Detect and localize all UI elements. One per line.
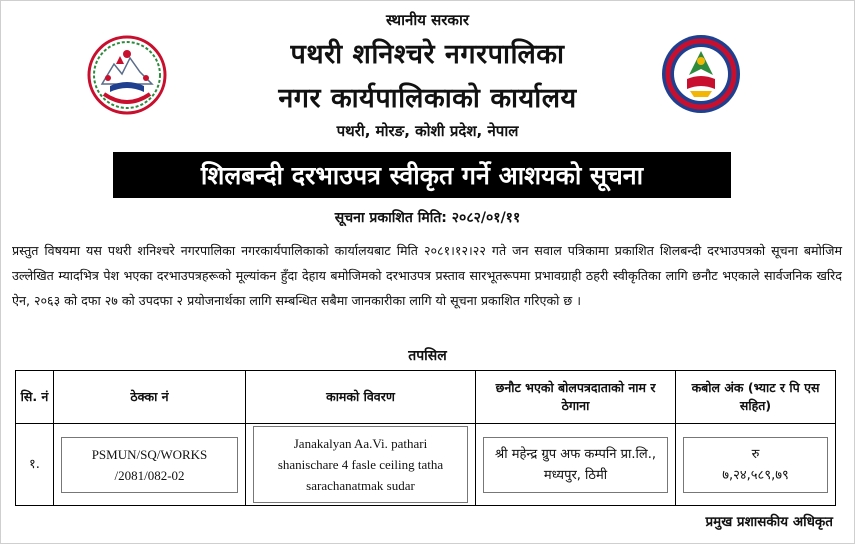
municipality-title: पथरी शनिश्चरे नगरपालिका [290,39,565,70]
work-box: Janakalyan Aa.Vi. pathari shanischare 4 fasle ceiling tatha sarachanatmak sudar [253,426,468,503]
header-work: कामको विवरण [246,371,476,424]
table-header-row [16,371,836,424]
office-title: नगर कार्यपालिकाको कार्यालय [278,83,577,114]
notice-title: शिलबन्दी दरभाउपत्र स्वीकृत गर्ने आशयको सूचना [200,161,644,190]
bidder-box: श्री महेन्द्र ग्रुप अफ कम्पनि प्रा.लि., मध्यपुर, ठिमी [483,437,668,493]
row-bidder [476,424,676,506]
header-amount: कबोल अंक (भ्याट र पि एस सहित) [676,371,836,424]
table-row [16,424,836,506]
row-contract-no [54,424,246,506]
amount-box [683,437,828,493]
details-subtitle: तपसिल [408,348,447,364]
row-sn: १. [16,424,54,506]
contract-no-box: PSMUN/SQ/WORKS /2081/082-02 [61,437,238,493]
notice-title-banner [113,152,731,198]
header-contract-no: ठेक्का नं [54,371,246,424]
office-address: पथरी, मोरङ, कोशी प्रदेश, नेपाल [336,122,519,140]
header-bidder: छनौट भएको बोलपत्रदाताको नाम र ठेगाना [476,371,676,424]
signatory: प्रमुख प्रशासकीय अधिकृत [705,514,833,530]
notice-body: प्रस्तुत विषयमा यस पथरी शनिश्चरे नगरपालिका नगरकार्यपालिकाको कार्यालयबाट मिति २०८१।१२।२२ गते जन सवाल पत्रिकामा प्रकाशित शिलबन्दी दरभाउपत्रको सूचना बमोजिम उल्लेखित म्यादभित्र पेश भएका दरभाउपत्रहरूको मूल्यांकन हुँदा देहाय बमोजिमको दरभाउपत्र प्रस्ताव सारभूतरूपमा प्रभावग्राही ठहरी स्वीकृतिका लागि छनौट भएकाले सार्वजनिक खरिद ऐन, २०६३ को दफा २७ को उपदफा २ प्रयोजनार्थका लागि सम्बन्धित सबैमा जानकारीका लागि यो सूचना प्रकाशित गरिएको छ । [12,243,842,308]
published-date: सूचना प्रकाशित मिति: २०८२/०१/११ [334,210,521,226]
row-work [246,424,476,506]
row-amount [676,424,836,506]
tender-table [15,370,836,506]
amount-currency: रु [751,446,760,462]
header-sn: सि. नं [16,371,54,424]
amount-value: ७,२४,५८९,७९ [722,467,789,483]
government-label: स्थानीय सरकार [386,11,469,29]
